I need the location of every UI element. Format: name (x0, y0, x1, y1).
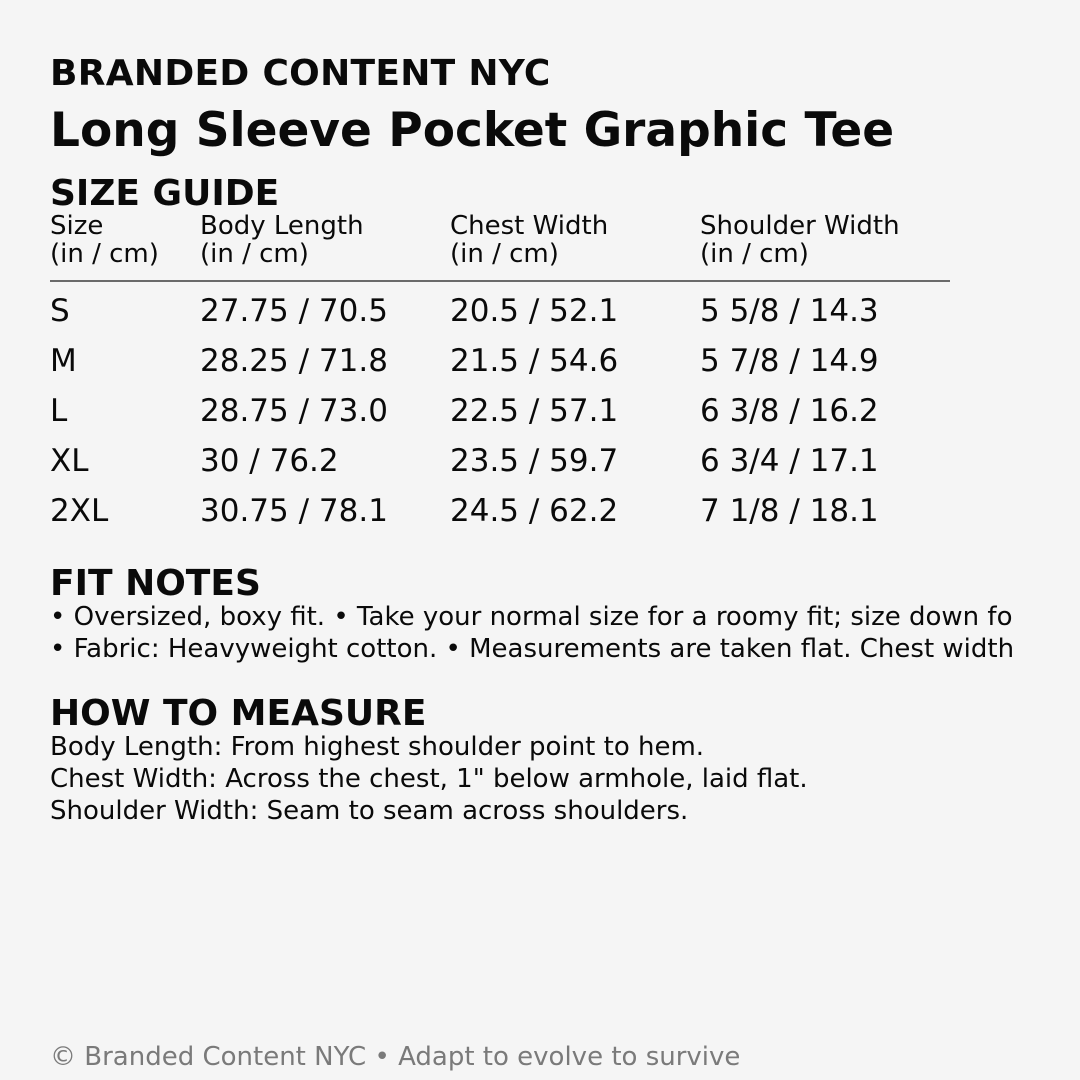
shoulder-width-cell: 5 7/8 / 14.9 (700, 343, 879, 379)
chest-width-cell: 23.5 / 59.7 (450, 443, 619, 479)
product-title: Long Sleeve Pocket Graphic Tee (50, 103, 895, 158)
shoulder-width-cell: 6 3/8 / 16.2 (700, 393, 879, 429)
size-cell: M (50, 343, 77, 379)
chest-width-cell: 20.5 / 52.1 (450, 293, 619, 329)
how-to-measure-title: HOW TO MEASURE (50, 693, 427, 734)
table-row (50, 342, 950, 392)
table-row (50, 492, 950, 542)
column-header-unit: (in / cm) (700, 239, 809, 269)
fit-notes-title: FIT NOTES (50, 563, 261, 604)
table-row (50, 442, 950, 492)
size-table (50, 212, 950, 542)
shoulder-width-cell: 6 3/4 / 17.1 (700, 443, 879, 479)
chest-width-cell: 21.5 / 54.6 (450, 343, 619, 379)
column-header-label: Chest Width (450, 211, 609, 241)
size-cell: S (50, 293, 70, 329)
shoulder-width-cell: 7 1/8 / 18.1 (700, 493, 879, 529)
column-header-shoulder-width (700, 212, 900, 268)
column-header-label: Shoulder Width (700, 211, 900, 241)
column-header-label: Size (50, 211, 104, 241)
size-cell: XL (50, 443, 89, 479)
chest-width-cell: 22.5 / 57.1 (450, 393, 619, 429)
measure-instruction: Shoulder Width: Seam to seam across shoulders. (50, 796, 689, 826)
measure-instruction: Chest Width: Across the chest, 1" below armhole, laid flat. (50, 764, 808, 794)
column-header-chest-width (450, 212, 608, 268)
size-guide-page (50, 0, 1080, 1080)
fit-notes (50, 601, 1014, 665)
size-table-header (50, 212, 950, 282)
column-header-label: Body Length (200, 211, 364, 241)
body-length-cell: 28.75 / 73.0 (200, 393, 388, 429)
column-header-unit: (in / cm) (50, 239, 159, 269)
fit-note-line: • Fabric: Heavyweight cotton. • Measurements are taken flat. Chest width (50, 634, 1015, 664)
size-cell: 2XL (50, 493, 109, 529)
fit-note-line: • Oversized, boxy fit. • Take your normal size for a roomy fit; size down fo (50, 602, 1013, 632)
column-header-unit: (in / cm) (200, 239, 309, 269)
body-length-cell: 27.75 / 70.5 (200, 293, 388, 329)
size-guide-title: SIZE GUIDE (50, 173, 280, 214)
shoulder-width-cell: 5 5/8 / 14.3 (700, 293, 879, 329)
measure-instruction: Body Length: From highest shoulder point to hem. (50, 732, 705, 762)
table-row (50, 392, 950, 442)
how-to-measure (50, 731, 808, 827)
body-length-cell: 30.75 / 78.1 (200, 493, 388, 529)
size-table-body (50, 292, 950, 542)
table-row (50, 292, 950, 342)
size-cell: L (50, 393, 68, 429)
body-length-cell: 30 / 76.2 (200, 443, 339, 479)
column-header-size (50, 212, 159, 268)
chest-width-cell: 24.5 / 62.2 (450, 493, 619, 529)
body-length-cell: 28.25 / 71.8 (200, 343, 388, 379)
column-header-body-length (200, 212, 364, 268)
column-header-unit: (in / cm) (450, 239, 559, 269)
brand-name: BRANDED CONTENT NYC (50, 53, 551, 94)
footer-copyright: © Branded Content NYC • Adapt to evolve to survive (50, 1042, 741, 1072)
